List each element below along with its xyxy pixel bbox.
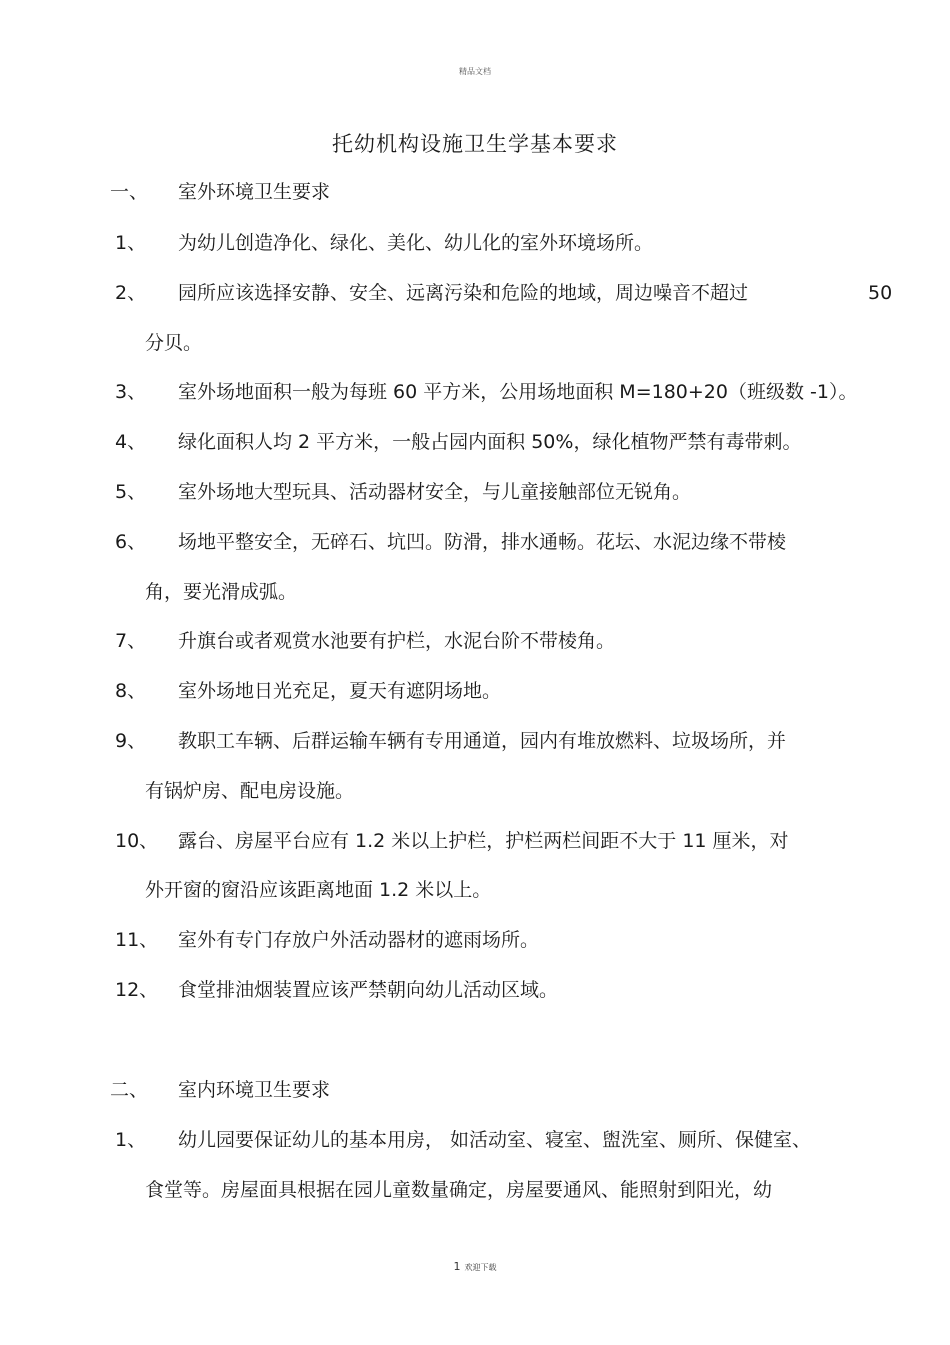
item-number: 1、	[115, 232, 147, 254]
item-text: 室外场地大型玩具、活动器材安全，与儿童接触部位无锐角。	[178, 481, 692, 503]
item-number: 9、	[115, 730, 147, 752]
item-text: 升旗台或者观赏水池要有护栏，水泥台阶不带棱角。	[178, 630, 616, 652]
item-text: 场地平整安全，无碎石、坑凹。防滑，排水通畅。花坛、水泥边缘不带棱	[178, 531, 787, 553]
section-number: 一、	[110, 181, 149, 203]
item-text: 绿化面积人均 2 平方米，一般占园内面积 50%，绿化植物严禁有毒带刺。	[178, 431, 802, 453]
section-title: 室外环境卫生要求	[178, 181, 331, 203]
item-text: 食堂排油烟装置应该严禁朝向幼儿活动区域。	[178, 979, 559, 1001]
item-text: 露台、房屋平台应有 1.2 米以上护栏，护栏两栏间距不大于 11 厘米，对	[178, 830, 789, 852]
item-continuation-text: 角，要光滑成弧。	[145, 581, 298, 603]
section-number: 二、	[110, 1079, 149, 1101]
item-continuation-text: 食堂等。房屋面具根据在园儿童数量确定，房屋要通风、能照射到阳光，幼	[145, 1179, 773, 1201]
item-number: 12、	[115, 979, 159, 1001]
item-text: 室外场地面积一般为每班 60 平方米，公用场地面积 M=180+20（班级数 -1）。	[178, 381, 858, 403]
item-continuation-text: 外开窗的窗沿应该距离地面 1.2 米以上。	[145, 879, 492, 901]
item-text: 园所应该选择安静、安全、远离污染和危险的地域，周边噪音不超过	[178, 282, 749, 304]
item-text: 教职工车辆、后群运输车辆有专用通道，园内有堆放燃料、垃圾场所，并	[178, 730, 787, 752]
item-number: 7、	[115, 630, 147, 652]
page-footer	[0, 1260, 950, 1273]
item-text: 为幼儿创造净化、绿化、美化、幼儿化的室外环境场所。	[178, 232, 654, 254]
section-title: 室内环境卫生要求	[178, 1079, 331, 1101]
item-number: 11、	[115, 929, 159, 951]
header-mark: 精品文档	[459, 67, 491, 76]
item-number: 5、	[115, 481, 147, 503]
item-number: 6、	[115, 531, 147, 553]
item-number: 10、	[115, 830, 159, 852]
footer-note: 欢迎下载	[464, 1263, 497, 1272]
item-number: 1、	[115, 1129, 147, 1151]
item-text: 室外有专门存放户外活动器材的遮雨场所。	[178, 929, 540, 951]
item-number: 2、	[115, 282, 147, 304]
item-continuation-text: 有锅炉房、配电房设施。	[145, 780, 355, 802]
item-text: 幼儿园要保证幼儿的基本用房， 如活动室、寝室、盥洗室、厕所、保健室、	[178, 1129, 812, 1151]
item-number: 4、	[115, 431, 147, 453]
item-number: 8、	[115, 680, 147, 702]
item-text: 室外场地日光充足，夏天有遮阴场地。	[178, 680, 502, 702]
item-trailing-value: 50	[868, 282, 893, 304]
item-continuation-text: 分贝。	[145, 332, 203, 354]
item-number: 3、	[115, 381, 147, 403]
document-title: 托幼机构设施卫生学基本要求	[332, 132, 618, 156]
page-number: 1	[453, 1260, 461, 1273]
